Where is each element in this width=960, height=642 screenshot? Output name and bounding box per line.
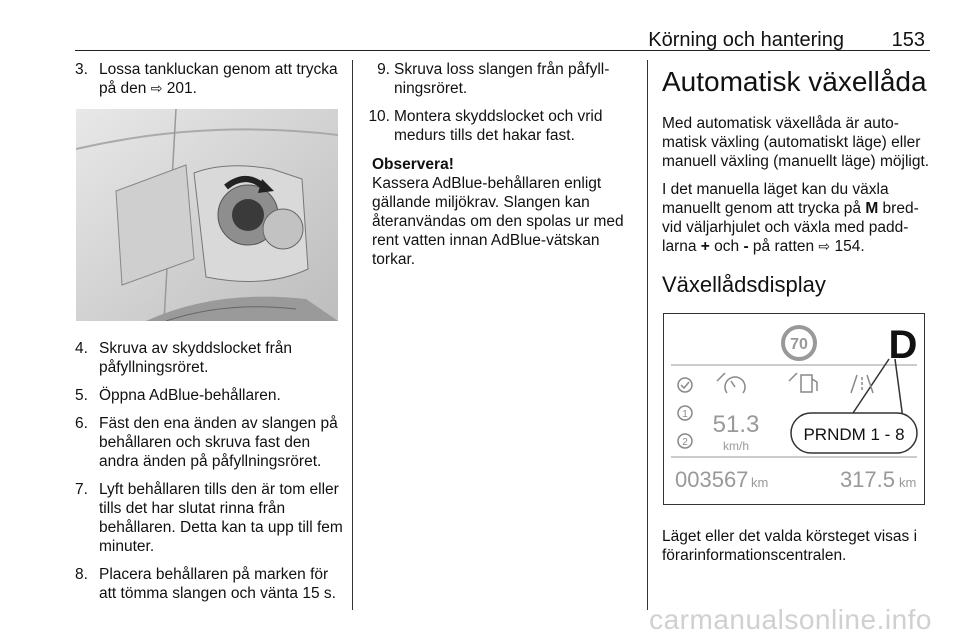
step-number: 7. xyxy=(75,481,88,498)
step-number: 5. xyxy=(75,387,88,404)
page-header xyxy=(75,0,930,51)
caption: Läget eller det valda körsteget visas i förarinformationscentralen. xyxy=(662,528,918,564)
minus-key: - xyxy=(743,238,749,255)
section-title: Körning och hantering xyxy=(648,29,844,51)
gearbox-label: PRNDM 1 - 8 xyxy=(803,425,905,444)
icon-number: 2 xyxy=(682,437,688,448)
odometer-unit: km xyxy=(751,475,769,490)
step-number: 4. xyxy=(75,340,88,357)
text: bredvid väljarhjulet och växla med paddlarna xyxy=(662,200,919,255)
page-ref-arrow-icon: ⇨ xyxy=(150,81,163,97)
step-number: 9. xyxy=(377,61,390,78)
note-text: Kassera AdBlue-behållaren enligt gällande miljökrav. Slangen kan återanvändas om den spolas ur med rent vatten innan AdBlue-vätskan torkar. xyxy=(372,175,624,268)
step-text: Placera behållaren på marken för att tömma slangen och vänta 15 s. xyxy=(99,566,336,602)
section-heading: Automatisk växellåda xyxy=(662,66,927,97)
page-number: 153 xyxy=(891,29,925,51)
column-divider xyxy=(647,60,648,610)
step-text: Öppna AdBlue-behållaren. xyxy=(99,387,281,404)
icon-number: 1 xyxy=(682,409,688,420)
step-text: Skruva av skyddslocket från påfyllningsröret. xyxy=(99,340,292,376)
odometer-value: 003567 xyxy=(675,467,749,492)
gear-indicator: D xyxy=(888,323,918,367)
step-5 xyxy=(75,386,343,405)
m-key: M xyxy=(865,200,879,217)
step-text: Fäst den ena änden av slangen på behållaren och skruva fast den andra änden på påfyllningsröret. xyxy=(99,415,338,470)
page-ref[interactable]: 154. xyxy=(830,238,865,255)
watermark: carmanualsonline.info xyxy=(649,604,932,635)
trip-value: 317.5 xyxy=(839,467,895,492)
page-ref-arrow-icon: ⇨ xyxy=(818,239,831,255)
step-8 xyxy=(75,565,343,603)
step-4 xyxy=(75,339,343,377)
step-7 xyxy=(75,480,343,556)
paragraph xyxy=(662,180,930,257)
gearbox-display-illustration xyxy=(663,313,925,505)
text: och xyxy=(709,238,744,255)
plus-key: + xyxy=(700,238,710,255)
step-text: Montera skyddslocket och vrid medurs tills det hakar fast. xyxy=(394,108,603,144)
step-number: 8. xyxy=(75,566,88,583)
step-3 xyxy=(75,60,343,99)
step-number: 6. xyxy=(75,415,88,432)
step-number: 3. xyxy=(75,61,88,78)
subheading: Växellådsdisplay xyxy=(662,272,826,297)
speed-unit: km/h xyxy=(722,439,750,453)
text: I det manuella läget kan du växla manuellt genom att trycka på xyxy=(662,181,889,217)
step-number: 10. xyxy=(368,108,390,125)
column-2 xyxy=(362,60,634,269)
column-3 xyxy=(662,60,930,574)
column-divider xyxy=(352,60,353,610)
trip-unit: km xyxy=(899,475,917,490)
paragraph: Med automatisk växellåda är automatisk växling (automatiskt läge) eller manuell växling (manuellt läge) möjligt. xyxy=(662,115,930,170)
column-1 xyxy=(75,60,343,612)
text: på ratten xyxy=(748,238,819,255)
note-heading: Observera! xyxy=(372,156,454,173)
fuel-door-photo xyxy=(76,109,338,321)
step-text: Lyft behållaren tills den är tom eller tills det har slutat rinna från behållaren. Detta kan ta upp till fem minuter. xyxy=(99,481,343,555)
speed-limit-value: 70 xyxy=(790,336,808,353)
page-ref[interactable]: 201. xyxy=(162,80,197,97)
step-text: Lossa tankluckan genom att trycka på den xyxy=(99,61,338,97)
step-6 xyxy=(75,414,343,471)
step-10 xyxy=(362,107,634,145)
step-text: Skruva loss slangen från påfyllningsröret. xyxy=(394,61,610,97)
step-9 xyxy=(362,60,634,98)
speed-value: 51.3 xyxy=(712,411,760,438)
